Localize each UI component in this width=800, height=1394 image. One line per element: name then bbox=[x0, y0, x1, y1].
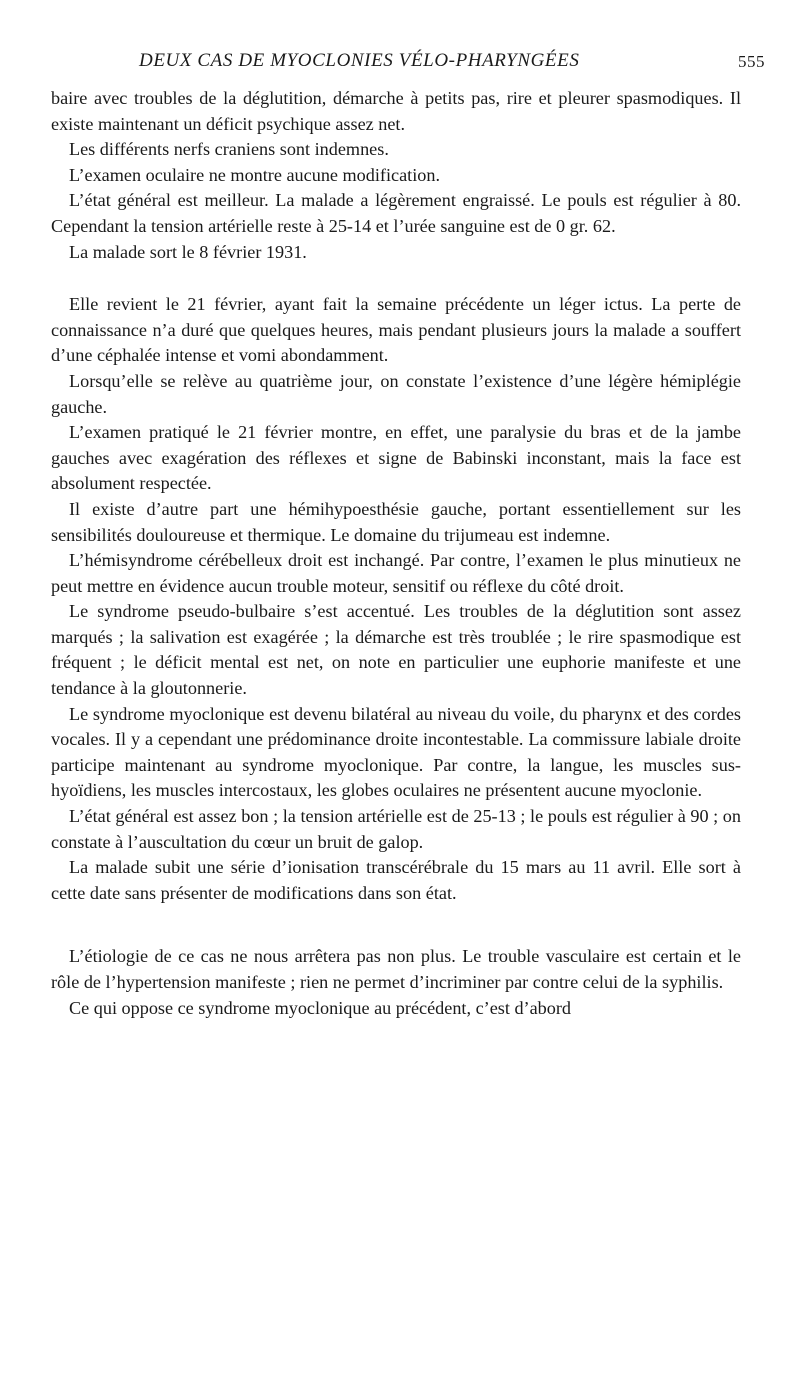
paragraph: L’état général est meilleur. La malade a légèrement engraissé. Le pouls est régulier à 80. Cependant la tension artérielle reste à 25-14 et l’urée sanguine est de 0 gr. 62. bbox=[51, 190, 741, 236]
paragraph: Le syndrome myoclonique est devenu bilatéral au niveau du voile, du pharynx et des cordes vocales. Il y a cependant une prédominance droite incontestable. La commissure labiale droite participe maintenant au syndrome myoclonique. Par contre, la langue, les muscles sus-hyoïdiens, les muscles intercostaux, les globes oculaires ne présentent aucune myoclonie. bbox=[51, 703, 741, 801]
paragraph: Ce qui oppose ce syndrome myoclonique au précédent, c’est d’abord bbox=[69, 997, 572, 1018]
paragraph: L’examen pratiqué le 21 février montre, en effet, une paralysie du bras et de la jambe gauches avec exagération des réflexes et signe de Babinski inconstant, mais la face est absolument respectée. bbox=[51, 422, 741, 494]
paragraph: Elle revient le 21 février, ayant fait la semaine précédente un léger ictus. La perte de connaissance n’a duré que quelques heures, mais pendant plusieurs jours la malade a souffert d’une céphalée intense et vomi abondamment. bbox=[51, 294, 741, 366]
paragraph: L’examen oculaire ne montre aucune modification. bbox=[69, 164, 441, 185]
paragraph: baire avec troubles de la déglutition, démarche à petits pas, rire et pleurer spasmodiques. Il existe maintenant un déficit psychique assez net. bbox=[51, 88, 741, 134]
paragraph: La malade sort le 8 février 1931. bbox=[69, 241, 307, 262]
paragraph: Le syndrome pseudo-bulbaire s’est accentué. Les troubles de la déglutition sont assez marqués ; la salivation est exagérée ; la démarche est très troublée ; le rire spasmodique est fréquent ; le déficit mental est net, on note en particulier une euphorie manifeste et une tendance à la gloutonnerie. bbox=[51, 601, 741, 699]
paragraph: L’état général est assez bon ; la tension artérielle est de 25-13 ; le pouls est régulier à 90 ; on constate à l’auscultation du cœur un bruit de galop. bbox=[51, 806, 741, 852]
paragraph: L’hémisyndrome cérébelleux droit est inchangé. Par contre, l’examen le plus minutieux ne peut mettre en évidence aucun trouble moteur, sensitif ou réflexe du côté droit. bbox=[51, 550, 741, 596]
page-number: 555 bbox=[738, 52, 765, 71]
paragraph: L’étiologie de ce cas ne nous arrêtera pas non plus. Le trouble vasculaire est certain et le rôle de l’hypertension manifeste ; rien ne permet d’incriminer par contre celui de la syphilis. bbox=[51, 946, 741, 992]
paragraph: Les différents nerfs craniens sont indemnes. bbox=[69, 139, 389, 160]
running-title: DEUX CAS DE MYOCLONIES VÉLO-PHARYNGÉES bbox=[139, 50, 580, 71]
paragraph: Il existe d’autre part une hémihypoesthésie gauche, portant essentiellement sur les sensibilités douloureuse et thermique. Le domaine du trijumeau est indemne. bbox=[51, 498, 741, 545]
paragraph: La malade subit une série d’ionisation transcérébrale du 15 mars au 11 avril. Elle sort à cette date sans présenter de modifications dans son état. bbox=[51, 857, 741, 903]
running-head bbox=[0, 50, 800, 76]
paragraph: Lorsqu’elle se relève au quatrième jour, on constate l’existence d’une légère hémiplégie gauche. bbox=[51, 370, 741, 417]
body-text bbox=[51, 86, 741, 1021]
